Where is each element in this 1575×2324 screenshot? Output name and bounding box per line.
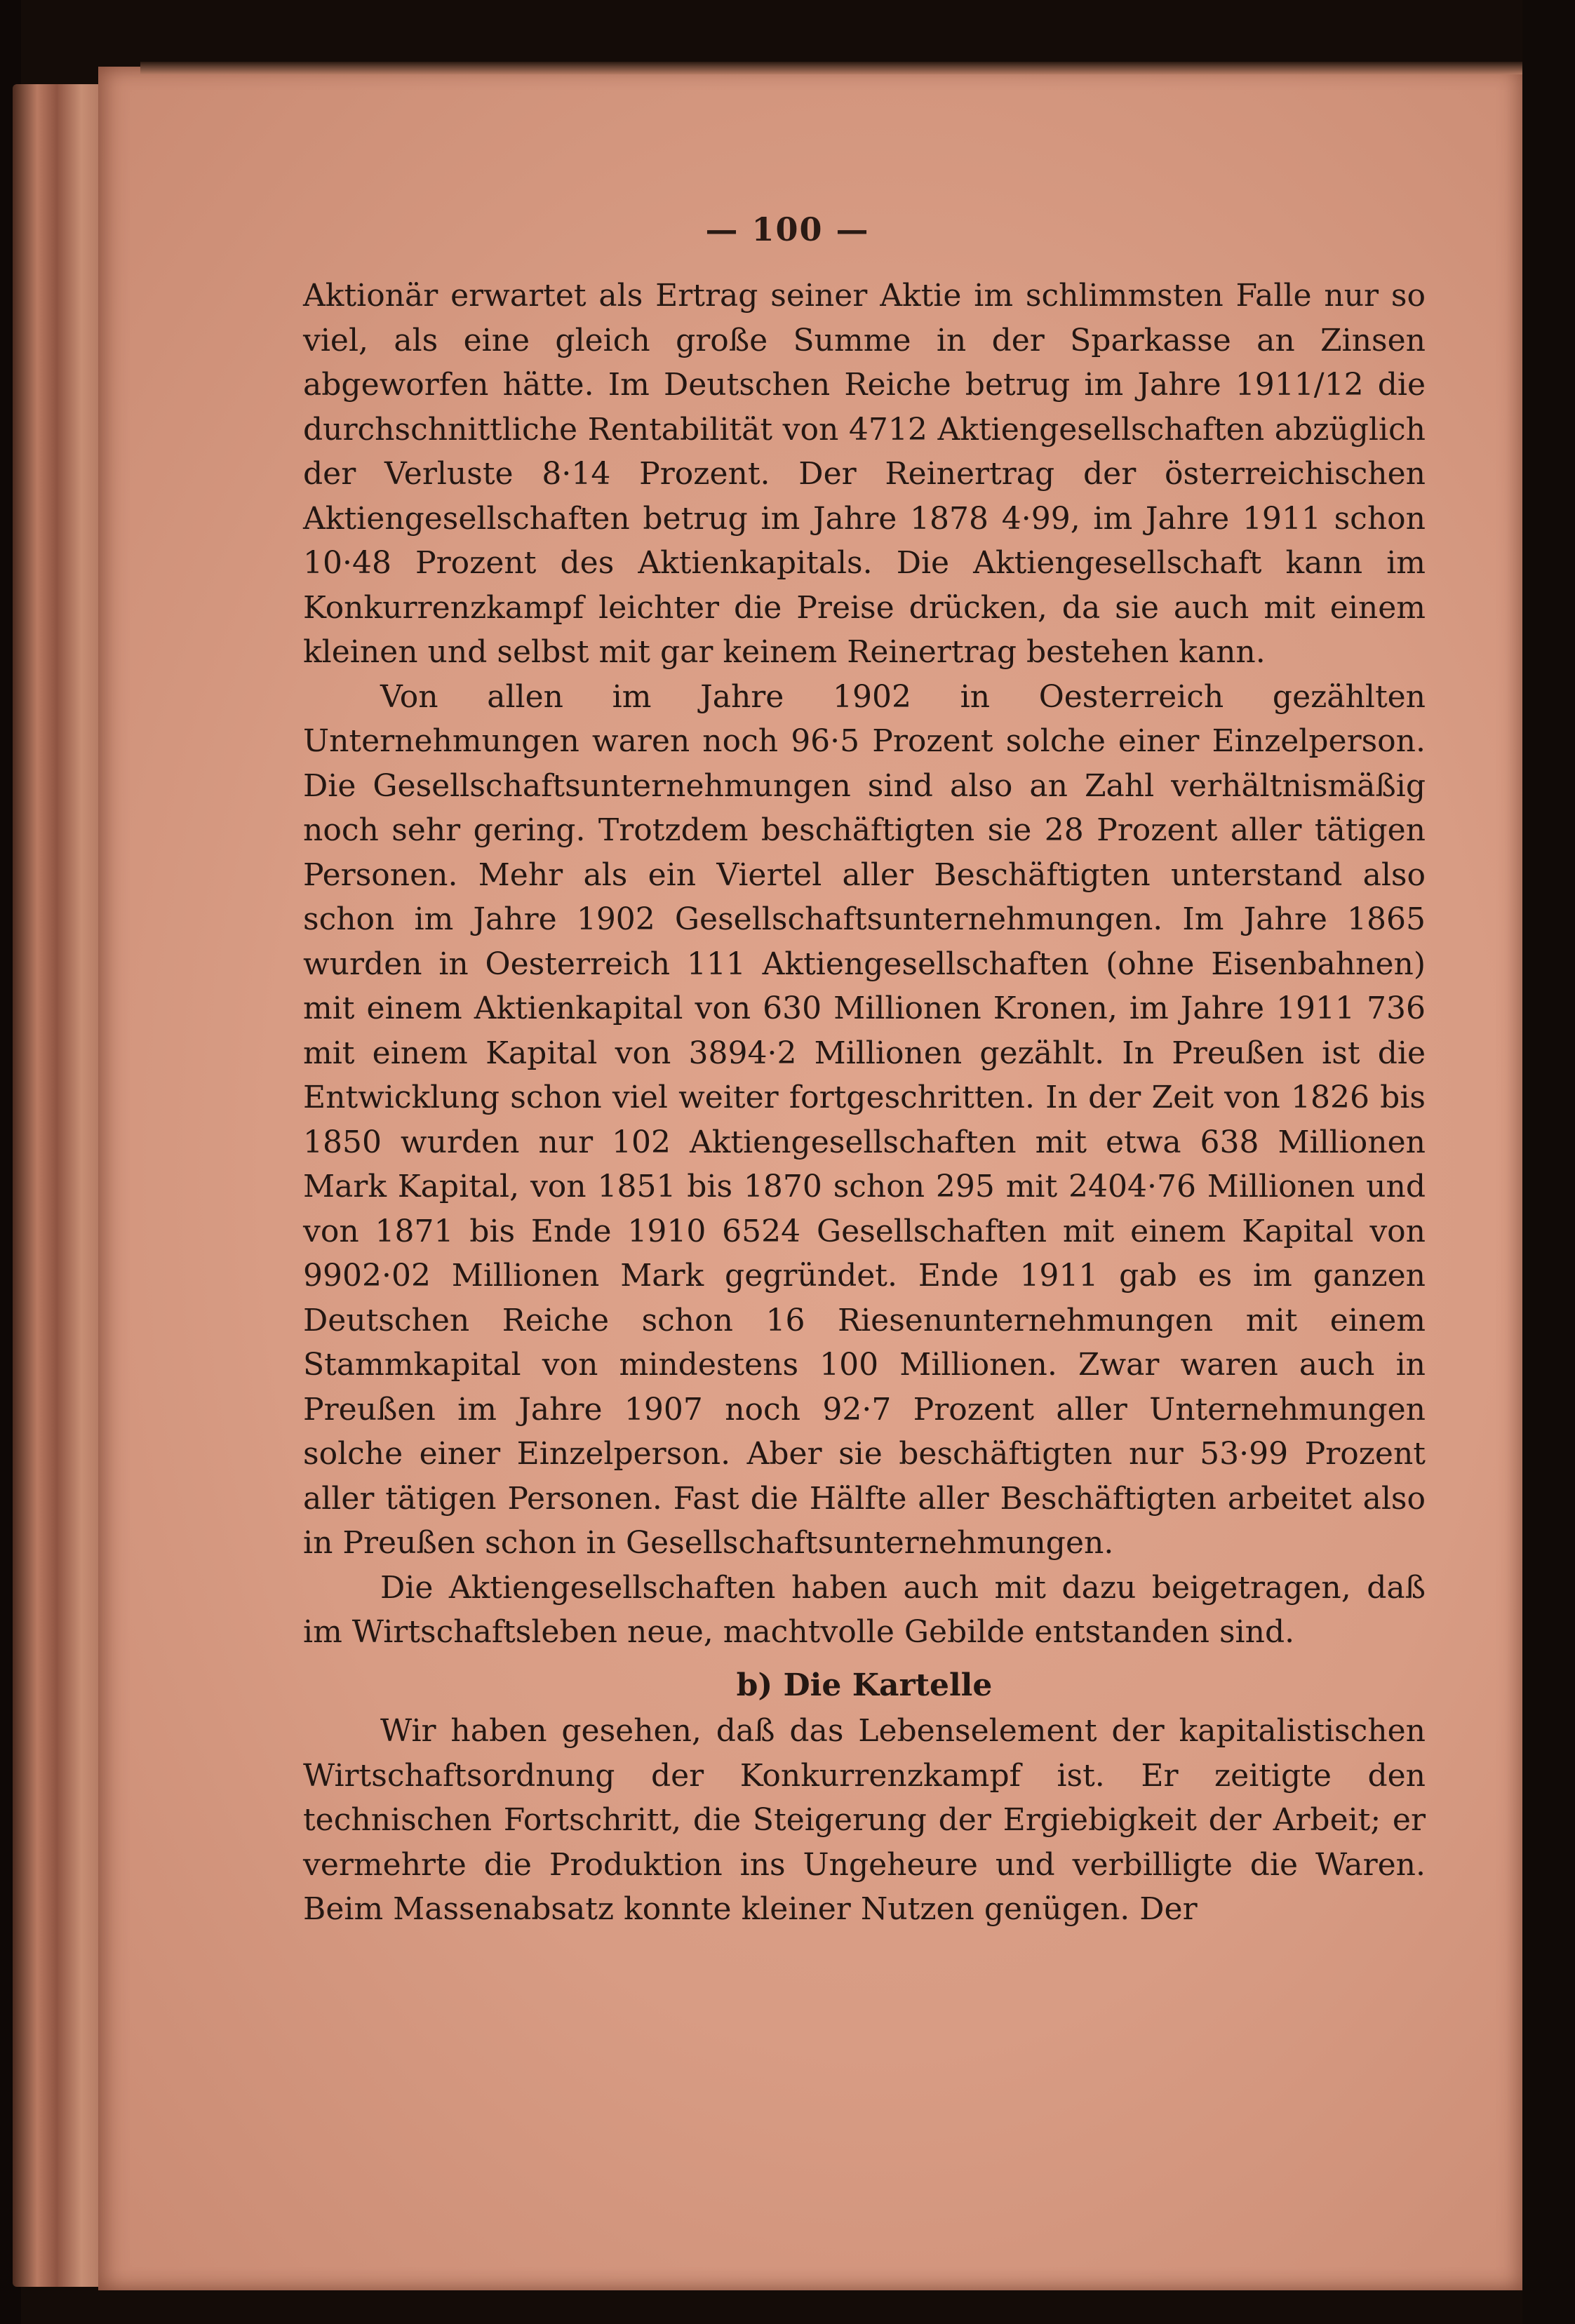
page-stack-edges bbox=[13, 84, 111, 2287]
page-number: — 100 — bbox=[705, 210, 870, 248]
paragraph-unternehmungen: Von allen im Jahre 1902 in Oesterreich gezählten Unternehmungen waren noch 96·5 Prozent solche einer Einzelperson. Die Gesellschaftsunternehmungen sind also an Zahl verhältnismäßig noch sehr gering. Trotzdem beschäftigten sie 28 Prozent aller tätigen Personen. Mehr als ein Viertel aller Beschäftigten unterstand also schon im Jahre 1902 Gesellschaftsunternehmungen. Im Jahre 1865 wurden in Oesterreich 111 Aktiengesellschaften (ohne Eisenbahnen) mit einem Aktienkapital von 630 Millionen Kronen, im Jahre 1911 736 mit einem Kapital von 3894·2 Millionen gezählt. In Preußen ist die Entwicklung schon viel weiter fortgeschritten. In der Zeit von 1826 bis 1850 wurden nur 102 Aktiengesellschaften mit etwa 638 Millionen Mark Kapital, von 1851 bis 1870 schon 295 mit 2404·76 Millionen und von 1871 bis Ende 1910 6524 Gesellschaften mit einem Kapital von 9902·02 Millionen Mark gegründet. Ende 1911 gab es im ganzen Deutschen Reiche schon 16 Riesenunternehmungen mit einem Stammkapital von mindestens 100 Millionen. Zwar waren auch in Preußen im Jahre 1907 noch 92·7 Prozent aller Unternehmungen solche einer Einzelperson. Aber sie beschäftigten nur 53·99 Prozent aller tätigen Personen. Fast die Hälfte aller Beschäftigten arbeitet also in Preußen schon in Gesellschaftsunternehmungen. bbox=[303, 678, 1426, 1561]
paragraph-kartelle: Wir haben gesehen, daß das Lebenselement der kapitalistischen Wirtschaftsordnung der Konkurrenzkampf ist. Er zeitigte den technischen Fortschritt, die Steigerung der Ergiebigkeit der Arbeit; er vermehrte die Produktion ins Ungeheure und verbilligte die Waren. Beim Massenabsatz konnte kleiner Nutzen genügen. Der bbox=[303, 1713, 1426, 1927]
paragraph-gebilde: Die Aktiengesellschaften haben auch mit dazu beigetragen, daß im Wirtschaftsleben neue, machtvolle Gebilde entstanden sind. bbox=[303, 1569, 1426, 1650]
page-top-edge bbox=[140, 62, 1529, 74]
background-right bbox=[1522, 0, 1575, 2324]
paragraph-aktionaer: Aktionär erwartet als Ertrag seiner Aktie im schlimmsten Falle nur so viel, als eine gleich große Summe in der Sparkasse an Zinsen abgeworfen hätte. Im Deutschen Reiche betrug im Jahre 1911/12 die durchschnittliche Rentabilität von 4712 Aktiengesellschaften abzüglich der Verluste 8·14 Prozent. Der Reinertrag der österreichischen Aktiengesellschaften betrug im Jahre 1878 4·99, im Jahre 1911 schon 10·48 Prozent des Aktienkapitals. Die Aktiengesellschaft kann im Konkurrenzkampf leichter die Preise drücken, da sie auch mit einem kleinen und selbst mit gar keinem Reinertrag bestehen kann. bbox=[303, 278, 1426, 670]
section-heading: b) Die Kartelle bbox=[736, 1667, 993, 1703]
body-text bbox=[303, 274, 1426, 1932]
